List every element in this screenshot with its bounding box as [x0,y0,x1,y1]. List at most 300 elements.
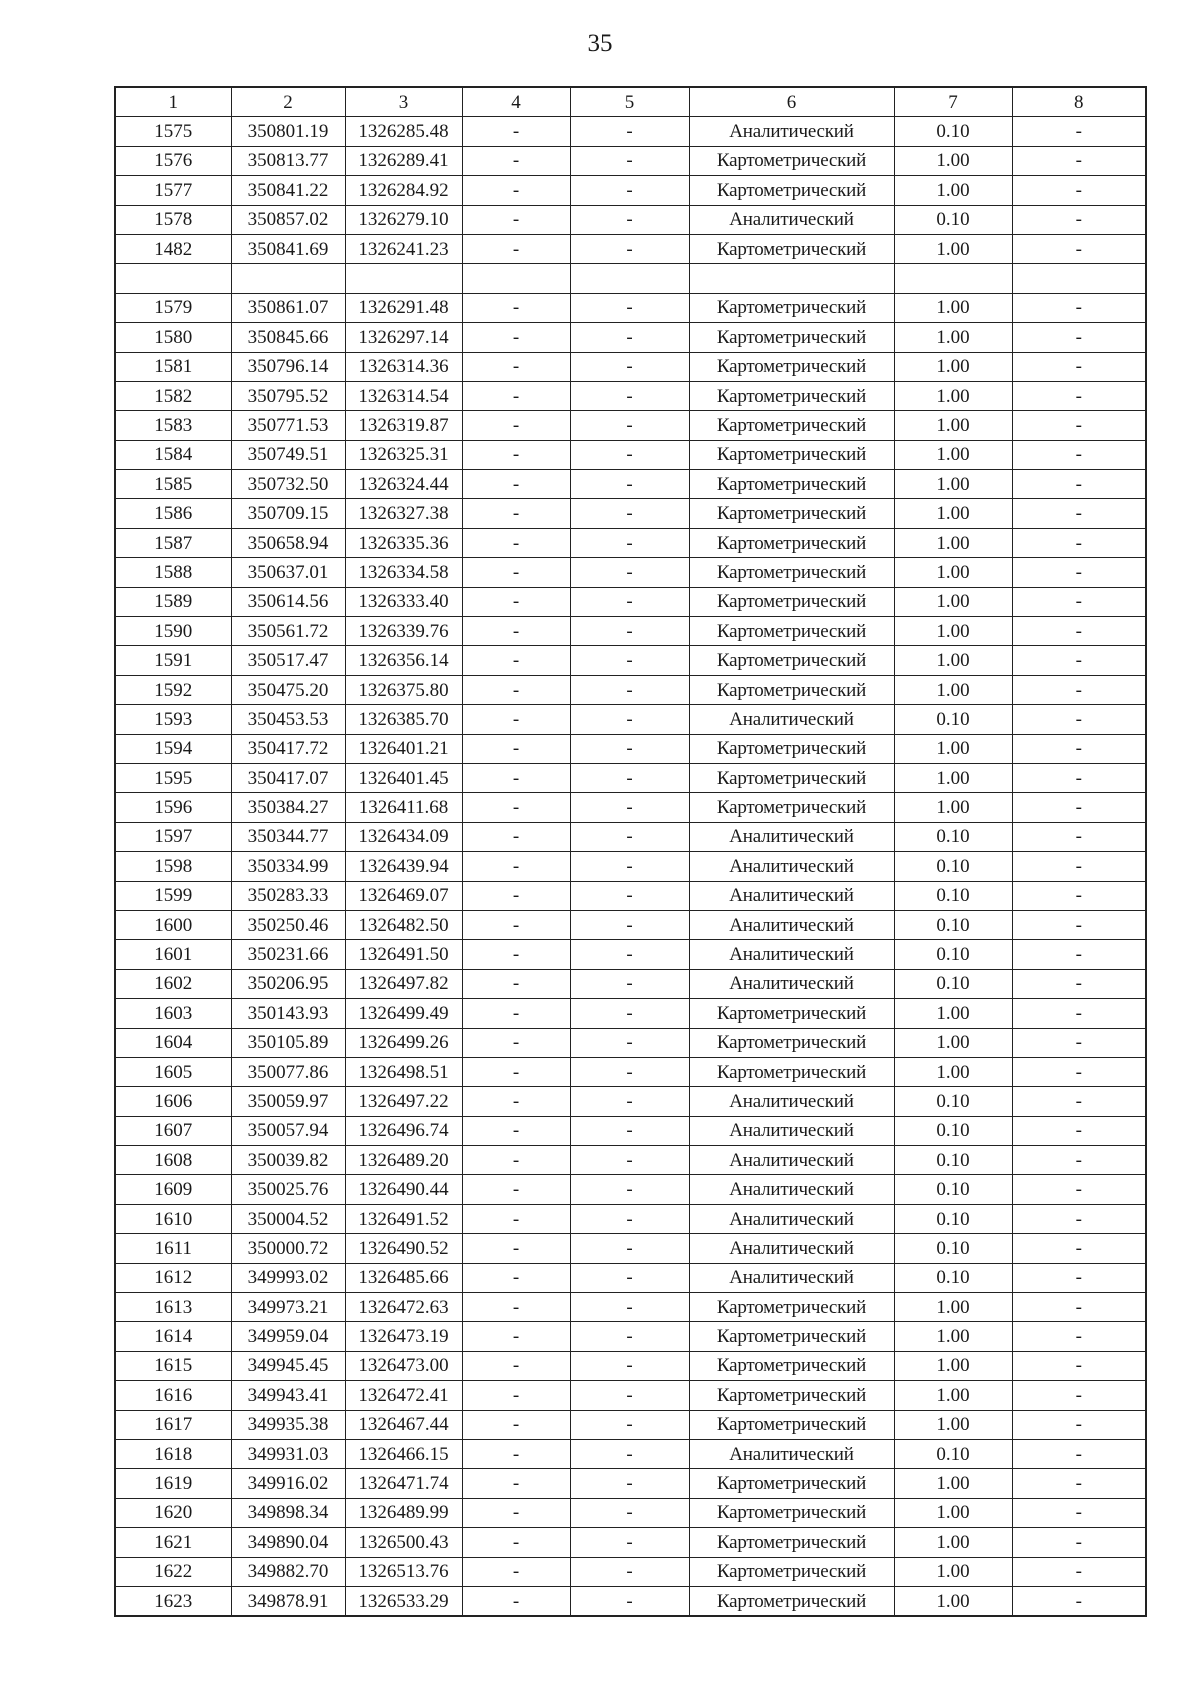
column-8-cell: - [1012,1469,1146,1498]
header-row [115,87,1146,117]
accuracy-cell: 1.00 [894,617,1012,646]
point-number-cell: 1591 [115,646,231,675]
column-5-cell: - [570,852,689,881]
point-number-cell: 1611 [115,1234,231,1263]
x-coordinate-cell: 350749.51 [231,440,345,469]
x-coordinate-cell: 350861.07 [231,293,345,322]
column-4-cell: - [462,940,570,969]
table-row [115,205,1146,234]
page-number: 35 [587,30,613,57]
table-row [115,646,1146,675]
column-4-cell: - [462,1293,570,1322]
accuracy-cell: 1.00 [894,440,1012,469]
table-row [115,1146,1146,1175]
column-5-cell: - [570,675,689,704]
column-5-cell: - [570,1498,689,1527]
x-coordinate-cell: 350334.99 [231,852,345,881]
column-4-cell [462,264,570,293]
accuracy-cell: 0.10 [894,205,1012,234]
column-8-cell: - [1012,940,1146,969]
table-row [115,675,1146,704]
accuracy-cell: 0.10 [894,1234,1012,1263]
method-cell: Картометрический [689,1028,894,1057]
column-4-cell: - [462,411,570,440]
x-coordinate-cell: 350059.97 [231,1087,345,1116]
method-cell: Картометрический [689,558,894,587]
accuracy-cell: 0.10 [894,822,1012,851]
column-5-cell: - [570,470,689,499]
column-5-cell: - [570,822,689,851]
accuracy-cell: 1.00 [894,793,1012,822]
column-4-cell: - [462,969,570,998]
column-4-cell: - [462,176,570,205]
method-cell: Картометрический [689,999,894,1028]
column-8-cell: - [1012,1234,1146,1263]
point-number-cell: 1608 [115,1146,231,1175]
x-coordinate-cell: 350796.14 [231,352,345,381]
column-4-cell: - [462,1381,570,1410]
method-cell: Аналитический [689,1175,894,1204]
accuracy-cell: 0.10 [894,117,1012,146]
column-4-cell: - [462,1146,570,1175]
column-8-cell: - [1012,146,1146,175]
accuracy-cell: 1.00 [894,734,1012,763]
method-cell: Картометрический [689,1528,894,1557]
method-cell: Картометрический [689,381,894,410]
method-cell: Картометрический [689,234,894,263]
column-8-cell: - [1012,1057,1146,1086]
column-5-cell: - [570,999,689,1028]
method-cell: Картометрический [689,646,894,675]
point-number-cell: 1602 [115,969,231,998]
point-number-cell: 1580 [115,323,231,352]
point-number-cell: 1579 [115,293,231,322]
table-row [115,617,1146,646]
column-5-cell: - [570,1469,689,1498]
point-number-cell: 1588 [115,558,231,587]
column-4-cell: - [462,440,570,469]
method-cell: Аналитический [689,1263,894,1292]
y-coordinate-cell: 1326472.63 [345,1293,462,1322]
method-cell: Картометрический [689,1322,894,1351]
column-4-cell: - [462,852,570,881]
column-4-cell: - [462,822,570,851]
column-5-cell: - [570,1293,689,1322]
x-coordinate-cell: 350077.86 [231,1057,345,1086]
column-8-cell: - [1012,646,1146,675]
point-number-cell: 1604 [115,1028,231,1057]
point-number-cell: 1621 [115,1528,231,1557]
column-5-cell: - [570,1087,689,1116]
method-cell: Картометрический [689,176,894,205]
table-body [115,117,1146,1616]
method-cell: Картометрический [689,1557,894,1586]
column-5-cell: - [570,617,689,646]
y-coordinate-cell: 1326319.87 [345,411,462,440]
x-coordinate-cell: 350283.33 [231,881,345,910]
column-4-cell: - [462,1028,570,1057]
method-cell: Картометрический [689,1293,894,1322]
point-number-cell: 1601 [115,940,231,969]
column-8-cell: - [1012,499,1146,528]
y-coordinate-cell: 1326471.74 [345,1469,462,1498]
column-4-cell: - [462,999,570,1028]
accuracy-cell: 0.10 [894,881,1012,910]
table-row [115,1322,1146,1351]
column-4-cell: - [462,1116,570,1145]
x-coordinate-cell: 350039.82 [231,1146,345,1175]
accuracy-cell: 1.00 [894,293,1012,322]
column-4-cell: - [462,558,570,587]
column-4-cell: - [462,470,570,499]
point-number-cell: 1615 [115,1351,231,1380]
column-8-cell: - [1012,910,1146,939]
column-5-cell: - [570,381,689,410]
table-row [115,969,1146,998]
method-cell: Аналитический [689,881,894,910]
x-coordinate-cell: 350000.72 [231,1234,345,1263]
accuracy-cell [894,264,1012,293]
y-coordinate-cell: 1326499.26 [345,1028,462,1057]
table-row [115,1586,1146,1616]
accuracy-cell: 1.00 [894,1469,1012,1498]
x-coordinate-cell: 349993.02 [231,1263,345,1292]
method-cell: Аналитический [689,969,894,998]
table-row [115,499,1146,528]
column-header-1: 1 [115,87,231,117]
table-row [115,323,1146,352]
column-8-cell: - [1012,1410,1146,1439]
x-coordinate-cell: 350637.01 [231,558,345,587]
x-coordinate-cell: 349878.91 [231,1586,345,1616]
table-header [115,87,1146,117]
x-coordinate-cell: 350105.89 [231,1028,345,1057]
column-8-cell: - [1012,1351,1146,1380]
point-number-cell: 1622 [115,1557,231,1586]
table-row [115,940,1146,969]
table-row [115,734,1146,763]
method-cell: Аналитический [689,1439,894,1468]
y-coordinate-cell: 1326489.99 [345,1498,462,1527]
column-5-cell: - [570,910,689,939]
column-8-cell: - [1012,1116,1146,1145]
column-header-3: 3 [345,87,462,117]
column-5-cell: - [570,1146,689,1175]
point-number-cell: 1597 [115,822,231,851]
accuracy-cell: 1.00 [894,1028,1012,1057]
accuracy-cell: 1.00 [894,381,1012,410]
column-5-cell: - [570,1351,689,1380]
column-5-cell: - [570,940,689,969]
table-row [115,1028,1146,1057]
table-row [115,352,1146,381]
column-8-cell: - [1012,587,1146,616]
column-4-cell: - [462,117,570,146]
x-coordinate-cell: 350658.94 [231,528,345,557]
column-5-cell: - [570,705,689,734]
method-cell: Аналитический [689,910,894,939]
point-number-cell: 1617 [115,1410,231,1439]
accuracy-cell: 1.00 [894,1498,1012,1527]
y-coordinate-cell: 1326482.50 [345,910,462,939]
accuracy-cell: 1.00 [894,558,1012,587]
accuracy-cell: 0.10 [894,910,1012,939]
column-4-cell: - [462,1469,570,1498]
column-4-cell: - [462,705,570,734]
column-8-cell: - [1012,1263,1146,1292]
method-cell: Картометрический [689,440,894,469]
column-5-cell: - [570,646,689,675]
y-coordinate-cell: 1326499.49 [345,999,462,1028]
accuracy-cell: 1.00 [894,234,1012,263]
y-coordinate-cell: 1326289.41 [345,146,462,175]
table-row [115,763,1146,792]
y-coordinate-cell: 1326439.94 [345,852,462,881]
point-number-cell: 1620 [115,1498,231,1527]
method-cell: Картометрический [689,793,894,822]
column-8-cell: - [1012,1498,1146,1527]
method-cell: Картометрический [689,734,894,763]
y-coordinate-cell: 1326491.50 [345,940,462,969]
table-row [115,1204,1146,1233]
method-cell: Картометрический [689,763,894,792]
column-8-cell: - [1012,969,1146,998]
x-coordinate-cell: 349935.38 [231,1410,345,1439]
point-number-cell: 1590 [115,617,231,646]
method-cell: Картометрический [689,323,894,352]
x-coordinate-cell: 349890.04 [231,1528,345,1557]
column-4-cell: - [462,734,570,763]
column-5-cell: - [570,205,689,234]
x-coordinate-cell: 350143.93 [231,999,345,1028]
coordinates-table [114,86,1147,1617]
column-header-4: 4 [462,87,570,117]
table-row [115,1263,1146,1292]
method-cell: Картометрический [689,470,894,499]
table-row [115,1410,1146,1439]
column-4-cell: - [462,793,570,822]
column-4-cell: - [462,587,570,616]
table-row [115,1087,1146,1116]
accuracy-cell: 1.00 [894,352,1012,381]
column-8-cell: - [1012,734,1146,763]
method-cell: Картометрический [689,411,894,440]
column-8-cell: - [1012,675,1146,704]
accuracy-cell: 1.00 [894,1410,1012,1439]
column-8-cell: - [1012,1146,1146,1175]
table-row [115,470,1146,499]
y-coordinate-cell: 1326473.19 [345,1322,462,1351]
accuracy-cell: 1.00 [894,411,1012,440]
column-8-cell: - [1012,617,1146,646]
method-cell: Картометрический [689,617,894,646]
x-coordinate-cell: 350801.19 [231,117,345,146]
point-number-cell: 1612 [115,1263,231,1292]
column-8-cell: - [1012,234,1146,263]
x-coordinate-cell: 350813.77 [231,146,345,175]
point-number-cell: 1596 [115,793,231,822]
method-cell: Аналитический [689,940,894,969]
x-coordinate-cell: 350453.53 [231,705,345,734]
method-cell: Картометрический [689,293,894,322]
table-row [115,146,1146,175]
x-coordinate-cell: 349898.34 [231,1498,345,1527]
column-8-cell: - [1012,528,1146,557]
column-5-cell: - [570,411,689,440]
accuracy-cell: 0.10 [894,1116,1012,1145]
column-8-cell: - [1012,705,1146,734]
column-5-cell: - [570,587,689,616]
column-8-cell: - [1012,411,1146,440]
table-row [115,1498,1146,1527]
accuracy-cell: 1.00 [894,176,1012,205]
x-coordinate-cell: 349943.41 [231,1381,345,1410]
table-row [115,1175,1146,1204]
column-8-cell: - [1012,205,1146,234]
accuracy-cell: 0.10 [894,1263,1012,1292]
point-number-cell: 1598 [115,852,231,881]
x-coordinate-cell: 350004.52 [231,1204,345,1233]
table-row [115,1469,1146,1498]
x-coordinate-cell: 350025.76 [231,1175,345,1204]
column-4-cell: - [462,528,570,557]
table-row [115,293,1146,322]
x-coordinate-cell: 349916.02 [231,1469,345,1498]
table-row [115,558,1146,587]
accuracy-cell: 0.10 [894,852,1012,881]
method-cell: Картометрический [689,587,894,616]
y-coordinate-cell: 1326489.20 [345,1146,462,1175]
x-coordinate-cell: 350771.53 [231,411,345,440]
table-row [115,1057,1146,1086]
column-4-cell: - [462,1528,570,1557]
method-cell: Аналитический [689,1087,894,1116]
table-row [115,705,1146,734]
column-4-cell: - [462,1410,570,1439]
method-cell: Картометрический [689,146,894,175]
accuracy-cell: 1.00 [894,1528,1012,1557]
accuracy-cell: 1.00 [894,470,1012,499]
y-coordinate-cell: 1326490.52 [345,1234,462,1263]
point-number-cell: 1610 [115,1204,231,1233]
column-8-cell: - [1012,381,1146,410]
table-row [115,587,1146,616]
accuracy-cell: 1.00 [894,763,1012,792]
x-coordinate-cell: 350250.46 [231,910,345,939]
method-cell: Аналитический [689,1204,894,1233]
column-5-cell: - [570,969,689,998]
column-4-cell: - [462,234,570,263]
column-8-cell: - [1012,558,1146,587]
column-8-cell: - [1012,999,1146,1028]
column-4-cell: - [462,1557,570,1586]
method-cell: Картометрический [689,1498,894,1527]
accuracy-cell: 0.10 [894,1439,1012,1468]
table-row [115,234,1146,263]
point-number-cell: 1581 [115,352,231,381]
y-coordinate-cell: 1326473.00 [345,1351,462,1380]
table-row [115,1557,1146,1586]
point-number-cell: 1592 [115,675,231,704]
column-4-cell: - [462,1057,570,1086]
point-number-cell: 1618 [115,1439,231,1468]
table-row [115,822,1146,851]
column-4-cell: - [462,1087,570,1116]
y-coordinate-cell: 1326333.40 [345,587,462,616]
point-number-cell: 1609 [115,1175,231,1204]
y-coordinate-cell: 1326411.68 [345,793,462,822]
table-row [115,852,1146,881]
column-5-cell: - [570,1528,689,1557]
x-coordinate-cell: 349931.03 [231,1439,345,1468]
method-cell: Аналитический [689,705,894,734]
accuracy-cell: 1.00 [894,499,1012,528]
point-number-cell: 1577 [115,176,231,205]
column-5-cell: - [570,1116,689,1145]
method-cell: Аналитический [689,1234,894,1263]
y-coordinate-cell: 1326485.66 [345,1263,462,1292]
method-cell: Аналитический [689,117,894,146]
table-row [115,1439,1146,1468]
column-5-cell: - [570,440,689,469]
point-number-cell [115,264,231,293]
point-number-cell: 1603 [115,999,231,1028]
table-row [115,411,1146,440]
point-number-cell: 1576 [115,146,231,175]
point-number-cell: 1586 [115,499,231,528]
y-coordinate-cell: 1326490.44 [345,1175,462,1204]
method-cell: Аналитический [689,205,894,234]
method-cell: Картометрический [689,675,894,704]
accuracy-cell: 1.00 [894,1586,1012,1616]
y-coordinate-cell: 1326314.36 [345,352,462,381]
x-coordinate-cell [231,264,345,293]
point-number-cell: 1584 [115,440,231,469]
x-coordinate-cell: 350475.20 [231,675,345,704]
table-row [115,1528,1146,1557]
y-coordinate-cell: 1326500.43 [345,1528,462,1557]
y-coordinate-cell: 1326339.76 [345,617,462,646]
y-coordinate-cell: 1326327.38 [345,499,462,528]
column-4-cell: - [462,323,570,352]
column-5-cell: - [570,881,689,910]
x-coordinate-cell: 350344.77 [231,822,345,851]
column-5-cell: - [570,1439,689,1468]
y-coordinate-cell: 1326314.54 [345,381,462,410]
table-row [115,1351,1146,1380]
column-4-cell: - [462,146,570,175]
column-5-cell: - [570,1234,689,1263]
y-coordinate-cell: 1326401.21 [345,734,462,763]
column-5-cell: - [570,793,689,822]
point-number-cell: 1607 [115,1116,231,1145]
x-coordinate-cell: 349882.70 [231,1557,345,1586]
y-coordinate-cell: 1326241.23 [345,234,462,263]
column-4-cell: - [462,1234,570,1263]
column-4-cell: - [462,381,570,410]
column-4-cell: - [462,1263,570,1292]
y-coordinate-cell: 1326291.48 [345,293,462,322]
table-row [115,910,1146,939]
method-cell: Картометрический [689,1381,894,1410]
accuracy-cell: 0.10 [894,969,1012,998]
y-coordinate-cell: 1326498.51 [345,1057,462,1086]
y-coordinate-cell: 1326496.74 [345,1116,462,1145]
point-number-cell: 1595 [115,763,231,792]
point-number-cell: 1583 [115,411,231,440]
column-8-cell: - [1012,117,1146,146]
accuracy-cell: 0.10 [894,1146,1012,1175]
